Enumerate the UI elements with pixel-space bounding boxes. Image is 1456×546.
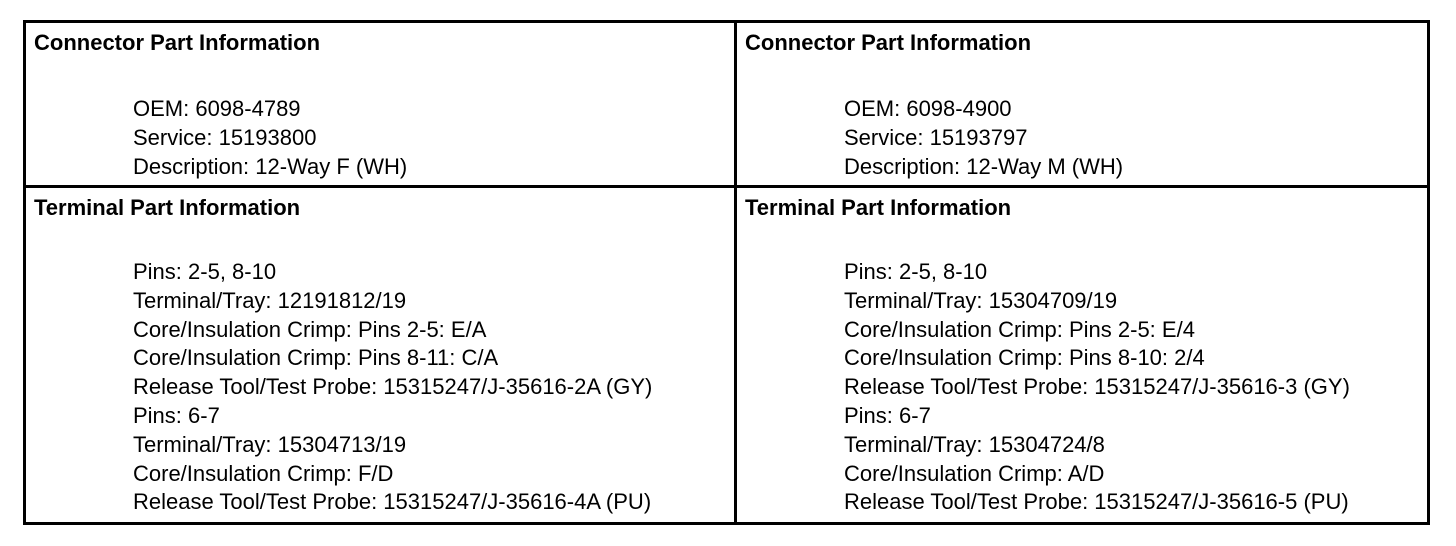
connector-description-right: Description: 12-Way M (WH): [844, 153, 1124, 179]
connector-service-right: Service: 15193797: [844, 124, 1028, 150]
terminal-line-left: Release Tool/Test Probe: 15315247/J-35616-2A (GY): [133, 374, 653, 400]
connector-info-cell-right: [737, 23, 1427, 188]
terminal-line-right: Pins: 2-5, 8-10: [844, 259, 988, 284]
connector-description-left: Description: 12-Way F (WH): [133, 153, 408, 179]
terminal-line-right: Terminal/Tray: 15304724/8: [844, 431, 1105, 457]
terminal-line-right: Terminal/Tray: 15304709/19: [844, 287, 1118, 313]
terminal-line-right: Core/Insulation Crimp: Pins 2-5: E/4: [844, 316, 1195, 342]
terminal-line-right: Core/Insulation Crimp: A/D: [844, 460, 1105, 486]
terminal-info-cell-left: [26, 188, 737, 522]
connector-lines-right: [844, 95, 1123, 181]
terminal-line-right: Release Tool/Test Probe: 15315247/J-35616-3 (GY): [844, 374, 1350, 400]
connector-lines-left: [133, 95, 407, 181]
connector-heading-left: Connector Part Information: [34, 30, 321, 55]
terminal-line-right: Pins: 6-7: [844, 402, 931, 428]
terminal-info-cell-right: [737, 188, 1427, 522]
terminal-line-left: Release Tool/Test Probe: 15315247/J-35616-4A (PU): [133, 489, 652, 515]
terminal-line-right: Core/Insulation Crimp: Pins 8-10: 2/4: [844, 345, 1205, 371]
connector-info-cell-left: [26, 23, 737, 188]
terminal-line-left: Core/Insulation Crimp: Pins 2-5: E/A: [133, 316, 487, 342]
terminal-heading-left: Terminal Part Information: [34, 195, 301, 220]
connector-oem-right: OEM: 6098-4900: [844, 96, 1012, 121]
terminal-line-left: Core/Insulation Crimp: F/D: [133, 460, 394, 486]
connector-terminal-table: [23, 20, 1430, 525]
terminal-heading-right: Terminal Part Information: [745, 195, 1012, 220]
connector-heading-right: Connector Part Information: [745, 30, 1032, 55]
terminal-line-left: Core/Insulation Crimp: Pins 8-11: C/A: [133, 345, 499, 371]
connector-oem-left: OEM: 6098-4789: [133, 96, 301, 121]
terminal-line-left: Pins: 6-7: [133, 402, 220, 428]
terminal-lines-left: [133, 258, 652, 517]
terminal-line-left: Pins: 2-5, 8-10: [133, 259, 277, 284]
terminal-line-right: Release Tool/Test Probe: 15315247/J-35616-5 (PU): [844, 489, 1349, 515]
terminal-lines-right: [844, 258, 1350, 517]
terminal-line-left: Terminal/Tray: 15304713/19: [133, 431, 407, 457]
connector-service-left: Service: 15193800: [133, 124, 317, 150]
terminal-line-left: Terminal/Tray: 12191812/19: [133, 287, 407, 313]
